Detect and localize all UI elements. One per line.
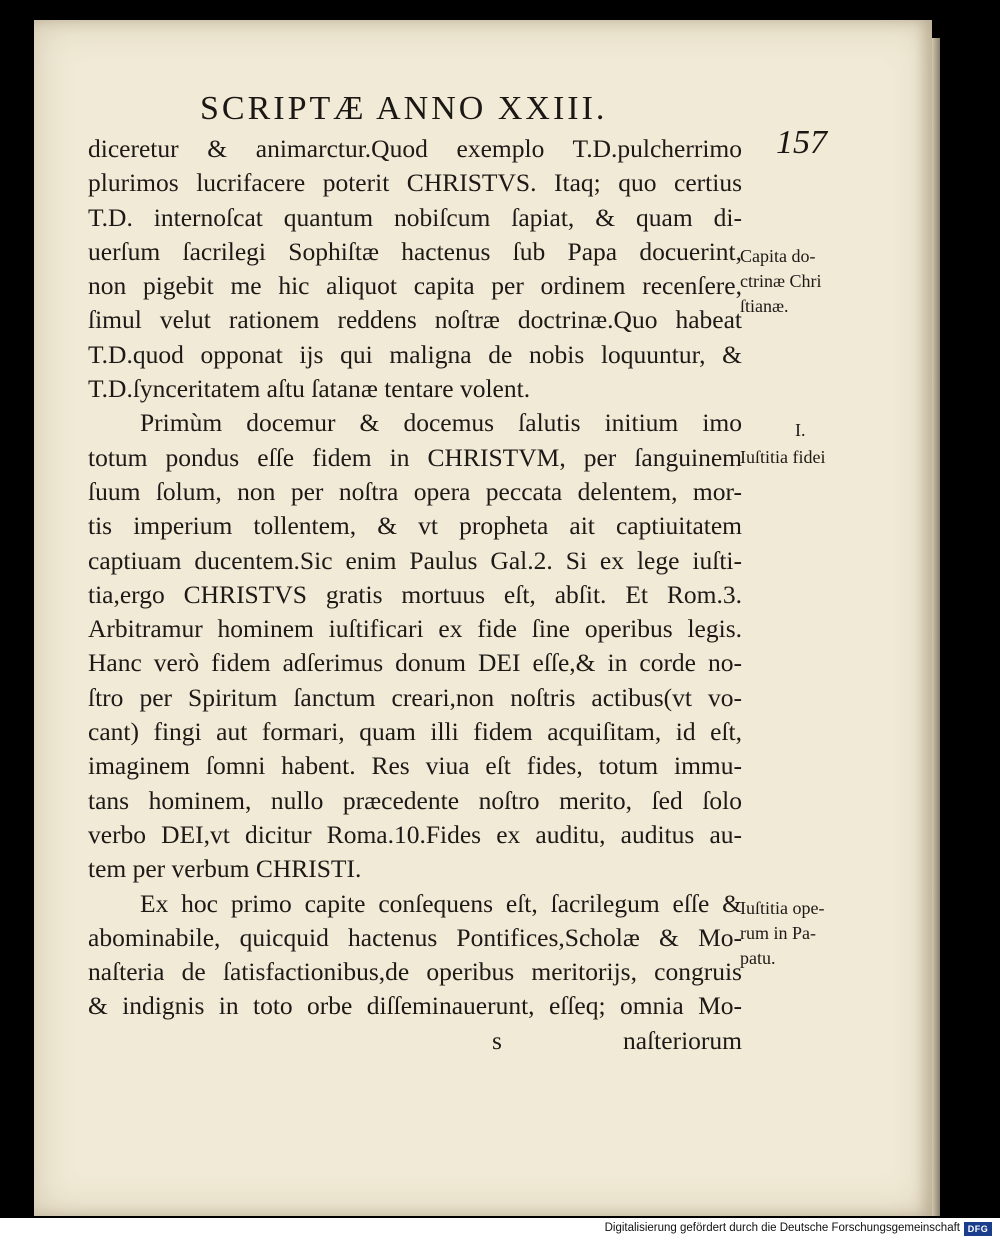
- text-line: T.D.ſynceritatem aſtu ſatanæ tentare volent.: [88, 374, 531, 404]
- text-line: naſteria de ſatisfactionibus,de operibus meritorijs, congruis: [88, 957, 742, 987]
- dfg-logo: DFG: [964, 1222, 992, 1236]
- margin-note-line: I.: [795, 420, 806, 440]
- scanned-page: [34, 20, 932, 1216]
- margin-note-number: [740, 418, 932, 443]
- margin-note-line: Capita do-: [740, 246, 816, 266]
- margin-note-line: rum in Pa-: [740, 923, 816, 943]
- text-line: Hanc verò fidem adſerimus donum DEI eſſe,& in corde no-: [88, 648, 742, 678]
- footer-bar: [0, 1218, 1000, 1241]
- text-line: imaginem ſomni habent. Res viua eſt fides, totum immu-: [88, 751, 742, 781]
- catchword-line: [88, 1024, 742, 1058]
- funding-credit: Digitalisierung gefördert durch die Deutsche Forschungsgemeinschaft: [604, 1222, 960, 1234]
- margin-note-line: patu.: [740, 948, 776, 968]
- signature-mark: s: [492, 1025, 502, 1055]
- text-line: uerſum ſacrilegi Sophiſtæ hactenus ſub Papa docuerint,: [88, 236, 742, 266]
- running-head: SCRIPTÆ ANNO XXIII.: [200, 90, 608, 127]
- margin-note-line: Iuſtitia fidei: [740, 447, 826, 467]
- text-line: Primùm docemur & docemus ſalutis initium imo: [140, 408, 742, 438]
- text-line: ſtro per Spiritum ſanctum creari,non noſtris actibus(vt vo-: [88, 682, 742, 712]
- margin-notes: [740, 20, 930, 1216]
- text-line: non pigebit me hic aliquot capita per ordinem recenſere,: [88, 271, 742, 301]
- page-number: 157: [776, 124, 827, 161]
- margin-note-capita: [740, 244, 890, 319]
- text-line: plurimos lucrifacere poterit CHRISTVS. Itaq; quo certius: [88, 168, 742, 198]
- margin-note-iustitia-operum: [740, 896, 890, 971]
- text-line: ſimul velut rationem reddens noſtræ doctrinæ.Quo habeat: [88, 305, 742, 335]
- text-line: totum pondus eſſe fidem in CHRISTVM, per ſanguinem: [88, 442, 742, 472]
- page-edge: [932, 38, 940, 1216]
- text-line: Arbitramur hominem iuſtificari ex fide ſine operibus legis.: [88, 614, 742, 644]
- text-line: & indignis in toto orbe diſſeminauerunt, eſſeq; omnia Mo-: [88, 991, 742, 1021]
- text-line: captiuam ducentem.Sic enim Paulus Gal.2. Si ex lege iuſti-: [88, 545, 742, 575]
- text-line: tis imperium tollentem, & vt propheta ait captiuitatem: [88, 511, 742, 541]
- body-text: [88, 132, 742, 1058]
- margin-note-line: Iuſtitia ope-: [740, 898, 825, 918]
- text-line: diceretur & animarctur.Quod exemplo T.D.pulcherrimo: [88, 134, 742, 163]
- text-line: verbo DEI,vt dicitur Roma.10.Fides ex auditu, auditus au-: [88, 819, 742, 849]
- text-line: Ex hoc primo capite conſequens eſt, ſacrilegum eſſe &: [140, 888, 742, 918]
- margin-note-line: ctrinæ Chri: [740, 271, 822, 291]
- margin-note-line: ſtianæ.: [740, 296, 789, 316]
- text-line: tans hominem, nullo præcedente noſtro merito, ſed ſolo: [88, 785, 742, 815]
- text-line: T.D.quod opponat ijs qui maligna de nobis loquuntur, &: [88, 339, 742, 369]
- catchword: naſteriorum: [623, 1025, 742, 1055]
- text-line: abominabile, quicquid hactenus Pontifices,Scholæ & Mo-: [88, 922, 742, 952]
- text-line: ſuum ſolum, non per noſtra opera peccata delentem, mor-: [88, 476, 742, 506]
- text-line: tem per verbum CHRISTI.: [88, 854, 362, 884]
- text-line: cant) fingi aut formari, quam illi fidem acquiſitam, id eſt,: [88, 717, 742, 747]
- text-line: tia,ergo CHRISTVS gratis mortuus eſt, abſit. Et Rom.3.: [88, 579, 742, 609]
- text-line: T.D. internoſcat quantum nobiſcum ſapiat, & quam di-: [88, 202, 742, 232]
- margin-note-iustitia-fidei: [740, 445, 890, 470]
